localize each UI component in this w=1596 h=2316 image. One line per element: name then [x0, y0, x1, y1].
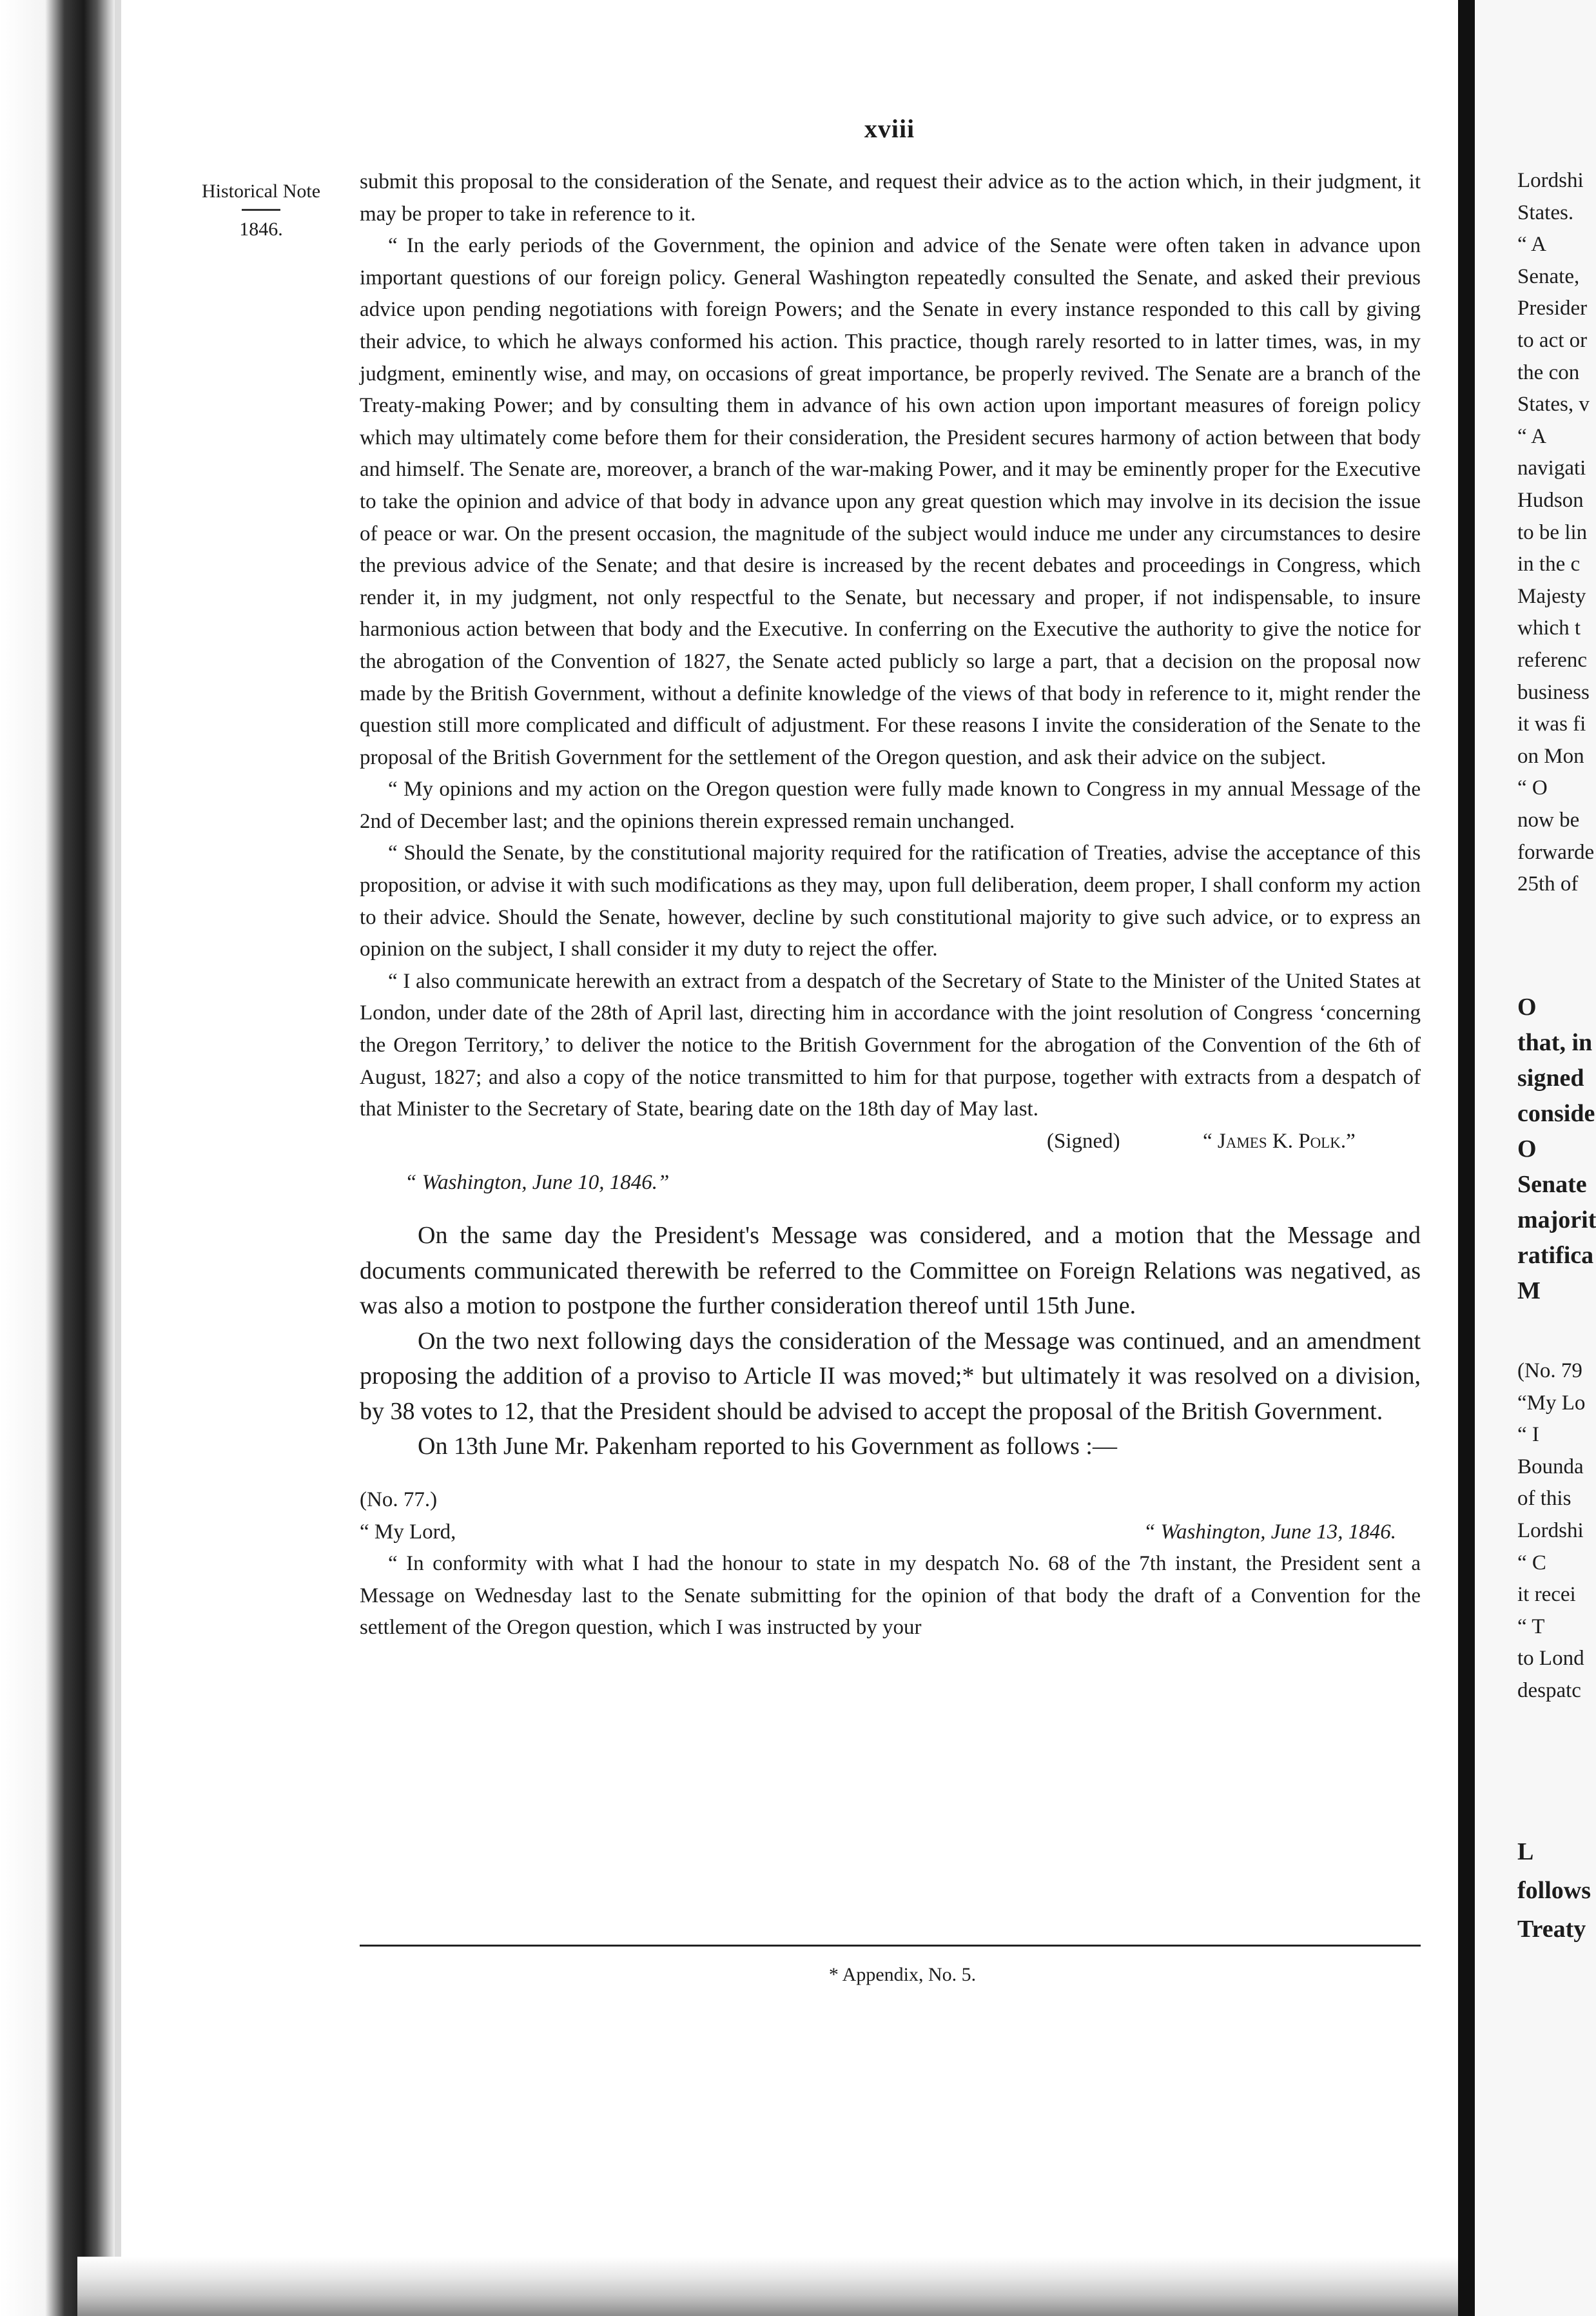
- adjacent-page-line: that, in: [1517, 1029, 1593, 1056]
- adjacent-page-line: Lordshi: [1517, 169, 1584, 192]
- message-dateline: “ Washington, June 10, 1846.”: [405, 1170, 670, 1194]
- adjacent-page-line: to be lin: [1517, 520, 1588, 544]
- page-edge: [115, 0, 121, 2316]
- letter-header: [360, 1484, 1421, 1548]
- narrative-paragraph-1: On the same day the President's Message was considered, and a motion that the Message and documents communicated therewith be referred to the Committee on Foreign Relations was negatived, as was also a motion to postpone the further consideration thereof until 15th June.: [360, 1222, 1421, 1320]
- adjacent-page-line: despatc: [1517, 1679, 1581, 1702]
- adjacent-page-line: signed: [1517, 1065, 1584, 1092]
- adjacent-page-line: “ A: [1517, 424, 1546, 448]
- adjacent-page-line: Lordshi: [1517, 1519, 1584, 1542]
- margin-note-title: Historical Note: [201, 181, 321, 202]
- adjacent-page-line: it recei: [1517, 1583, 1576, 1607]
- paragraph-communicate: “ I also communicate herewith an extract from a despatch of the Secretary of State to the Minister of the United States at London, under date of the 28th of April last, directing him in accordance with the joint resolution of Congress ‘concerning the Oregon Territory,’ to deliver the notice to the British Government for the abrogation of the Convention of the 6th of August, 1827; and also a copy of the notice transmitted to him for that purpose, together with extracts from a despatch of that Minister to the Secretary of State, bearing date on the 18th day of May last.: [360, 969, 1421, 1121]
- adjacent-page-line: conside: [1517, 1100, 1595, 1127]
- margin-note-year: 1846.: [239, 219, 283, 240]
- adjacent-page: [1475, 0, 1596, 2316]
- adjacent-page-line: majorit: [1517, 1206, 1596, 1233]
- adjacent-page-line: L: [1517, 1838, 1534, 1865]
- adjacent-page-line: “ T: [1517, 1614, 1545, 1638]
- book-binding: [0, 0, 115, 2316]
- adjacent-page-line: the con: [1517, 360, 1580, 384]
- adjacent-page-line: States.: [1517, 201, 1574, 224]
- adjacent-page-line: “ C: [1517, 1551, 1546, 1575]
- adjacent-page-line: ratifica: [1517, 1242, 1594, 1269]
- adjacent-page-line: Senate,: [1517, 264, 1580, 288]
- adjacent-page-line: (No. 79: [1517, 1359, 1582, 1382]
- adjacent-page-line: to act or: [1517, 329, 1588, 352]
- adjacent-page-line: “ A: [1517, 233, 1546, 257]
- adjacent-page-line: forwarde: [1517, 840, 1595, 864]
- adjacent-page-line: Majesty: [1517, 584, 1586, 608]
- adjacent-page-line: it was fi: [1517, 712, 1586, 736]
- paragraph-continued: submit this proposal to the consideration of the Senate, and request their advice as to the action which, in their judgment, it may be proper to take in reference to it.: [360, 170, 1421, 226]
- signature-name: “ James K. Polk.”: [1203, 1129, 1356, 1153]
- letter-number: (No. 77.): [360, 1487, 438, 1511]
- paragraph-early-periods: “ In the early periods of the Government, the opinion and advice of the Senate were often taken in advance upon important questions of our foreign policy. General Washington repeatedly consulted the Senate, and asked their previous advice upon pending negotiations with foreign Powers; and the Senate in every instance responded to this call by giving their advice, to which he always conformed his action. This practice, though rarely resorted to in latter times, was, in my judgment, eminently wise, and may, on occasions of great importance, be properly revived. The Senate are a branch of the Treaty-making Power; and by consulting them in advance of his own action upon important measures of foreign policy which may ultimately come before them for their consideration, the President secures harmony of action between that body and himself. The Senate are, moreover, a branch of the war-making Power, and it may be eminently proper for the Executive to take the opinion and advice of that body in advance upon any great question which may involve in its decision the issue of peace or war. On the present occasion, the magnitude of the subject would induce me under any circumstances to desire the previous advice of the Senate; and that desire is increased by the recent debates and proceedings in Congress, which render it, in my judgment, not only respectful to the Senate, but necessary and proper, if not indispensable, to insure harmonious action between that body and the Executive. In conferring on the Executive the authority to give the notice for the abrogation of the Convention of 1827, the Senate acted publicly so large a part, that a decision on the proposal now made by the British Government, without a definite knowledge of the views of that body in reference to it, might render the question still more complicated and difficult of adjustment. For these reasons I invite the consideration of the Senate to the proposal of the British Government for the settlement of the Oregon question, and ask their advice on the subject.: [360, 234, 1421, 769]
- footnote: * Appendix, No. 5.: [828, 1964, 977, 1985]
- adjacent-page-line: Treaty: [1517, 1916, 1586, 1943]
- adjacent-page-line: Bounda: [1517, 1455, 1584, 1478]
- adjacent-page-line: navigati: [1517, 456, 1586, 480]
- adjacent-page-line: to Lond: [1517, 1647, 1584, 1671]
- adjacent-page-line: on Mon: [1517, 744, 1584, 768]
- margin-note-rule: [242, 209, 280, 211]
- narrative-paragraph-3: On 13th June Mr. Pakenham reported to his Government as follows :—: [418, 1433, 1117, 1460]
- margin-note: [184, 179, 338, 242]
- adjacent-page-line: Senate: [1517, 1171, 1587, 1198]
- adjacent-page-line: in the c: [1517, 553, 1581, 576]
- adjacent-page-line: “My Lo: [1517, 1391, 1586, 1415]
- adjacent-page-line: which t: [1517, 616, 1581, 640]
- adjacent-page-line: referenc: [1517, 649, 1588, 672]
- letter-body: [360, 1548, 1421, 1644]
- narrative-paragraph-2: On the two next following days the consideration of the Message was continued, and an amendment proposing the addition of a proviso to Article II was moved;* but ultimately it was resolved on a division, by 38 votes to 12, that the President should be advised to accept the proposal of the British Government.: [360, 1327, 1421, 1425]
- page-number: xviii: [864, 114, 915, 143]
- paragraph-should-senate: “ Should the Senate, by the constitutional majority required for the ratification of Treaties, advise the acceptance of this proposition, or advise it with such modifications as they may, upon full deliberation, deem proper, I shall conform my action to their advice. Should the Senate, however, decline by such constitutional majority to give such advice, or to express an opinion on the subject, I shall consider it my duty to reject the offer.: [360, 841, 1421, 961]
- adjacent-page-line: O: [1517, 1135, 1537, 1163]
- signed-label: (Signed): [1047, 1129, 1120, 1153]
- adjacent-page-line: O: [1517, 994, 1537, 1021]
- footnote-rule: [360, 1945, 1421, 1947]
- adjacent-page-line: now be: [1517, 809, 1580, 832]
- adjacent-page-line: follows: [1517, 1877, 1591, 1904]
- letter-salutation: “ My Lord,: [360, 1520, 456, 1544]
- narrative: [360, 1218, 1421, 1464]
- adjacent-page-line: M: [1517, 1277, 1541, 1304]
- paragraph-opinions: “ My opinions and my action on the Oregon question were fully made known to Congress in my annual Message of the 2nd of December last; and the opinions therein expressed remain unchanged.: [360, 778, 1421, 833]
- adjacent-page-line: 25th of: [1517, 872, 1579, 896]
- adjacent-page-line: business: [1517, 680, 1590, 704]
- book-gutter: [1458, 0, 1475, 2316]
- signature-line: [360, 1126, 1421, 1158]
- main-text: [360, 166, 1421, 1644]
- letter-paragraph-1: “ In conformity with what I had the honour to state in my despatch No. 68 of the 7th instant, the President sent a Message on Wednesday last to the Senate submitting for the opinion of that body the draft of a Convention for the settlement of the Oregon question, which I was instructed by your: [360, 1551, 1421, 1640]
- adjacent-page-line: States, v: [1517, 393, 1590, 417]
- adjacent-page-line: “ O: [1517, 776, 1548, 800]
- adjacent-page-line: Presider: [1517, 297, 1588, 320]
- letter-dateline: “ Washington, June 13, 1846.: [1143, 1520, 1396, 1544]
- adjacent-page-line: “ I: [1517, 1423, 1539, 1447]
- page-bottom-shadow: [77, 2257, 1458, 2316]
- adjacent-page-line: Hudson: [1517, 489, 1584, 512]
- adjacent-page-line: of this: [1517, 1487, 1572, 1511]
